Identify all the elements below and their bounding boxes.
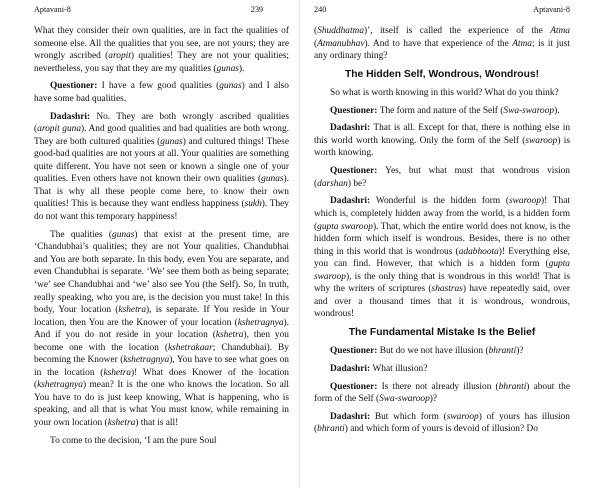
italic-term: swaroop	[509, 196, 541, 207]
italic-term: kshetragnya	[123, 355, 170, 366]
text-run: (	[314, 38, 318, 49]
speaker-label: Dadashri:	[50, 111, 91, 122]
text-run: The form and nature of the Self (	[379, 105, 504, 116]
paragraph	[314, 25, 570, 63]
text-run: )’, itself is called the experience of the	[364, 26, 551, 36]
text-run: ) and cultured things! These good-bad qualities are not yours at all. Your qualities are something quite different. You have not seen or known a single one of your qualities. Even others have not known their own qualities (	[34, 136, 289, 185]
text-run: ) mean? It is the one who knows the location. So all You have to do is just keep knowing, What is happening, who is speaking, and all that is what You must know, while remaining in your own location (	[34, 380, 289, 428]
text-run: ). And to have that experience of the	[364, 38, 513, 49]
italic-term: aropit	[108, 51, 131, 62]
text-run: ). And if you do not reside in your location (	[34, 317, 289, 341]
text-run: ).	[238, 63, 245, 74]
text-run: To come to the decision, ‘I am the pure Soul	[50, 435, 217, 446]
speaker-label: Dadashri:	[330, 411, 371, 422]
italic-term: kshetra	[215, 330, 244, 341]
italic-term: Atma	[550, 26, 570, 36]
text-run: )! What does Knower of the location (	[34, 367, 289, 391]
section-heading: The Hidden Self, Wondrous, Wondrous!	[344, 68, 540, 80]
paragraph	[34, 80, 289, 105]
text-run: ), is separate. If You reside in Your location, then You are the Knower of your location (	[34, 305, 289, 328]
italic-term: kshetragnya	[237, 317, 284, 328]
italic-term: swaroop	[446, 411, 479, 422]
text-run: ) about the form of the Self (	[314, 381, 571, 405]
text-run: ). That is why all these people come here, to know their own qualities! This is because they want endless happiness (	[34, 174, 289, 210]
italic-term: gunas	[261, 174, 284, 185]
section-heading: The Fundamental Mistake Is the Belief	[348, 327, 536, 339]
text-run: But do we not have illusion (	[379, 346, 489, 357]
italic-term: kshetra	[107, 417, 136, 428]
text-run: That is all. Except for that, there is nothing else in this world worth knowing. Only the form of the Self (	[314, 123, 571, 146]
speaker-label: Questioner:	[50, 81, 98, 92]
text-run: )! Everything else, you can find. However, that which is a hidden form (	[314, 246, 570, 270]
text-run: ). They do not want this temporary happiness!	[34, 199, 289, 223]
text-run: No. They are both wrongly ascribed qualities (	[34, 111, 289, 135]
italic-term: kshetrakaar	[167, 342, 213, 353]
italic-term: gupta swaroop	[314, 259, 570, 282]
text-run: ) qualities! They are not your qualities; nevertheless, you say that they are my qualities (	[34, 51, 289, 74]
right-page-header	[314, 4, 570, 16]
paragraph	[314, 411, 570, 436]
left-page	[0, 0, 299, 488]
speaker-label: Questioner:	[330, 346, 378, 357]
italic-term: gupta swaroop	[317, 221, 373, 232]
text-run: Is there not already illusion (	[381, 381, 499, 392]
text-run: But which form (	[374, 411, 447, 422]
italic-term: bhranti	[498, 381, 527, 392]
paragraph	[34, 111, 289, 224]
text-run: )?	[516, 346, 524, 357]
text-run: ) have repeatedly said, over and over a thousand times that it is wondrous, wondrous, wondrous!	[314, 284, 570, 320]
text-run: ), You have to see what goes on in the location (	[34, 355, 289, 378]
italic-term: gunas	[219, 81, 242, 92]
paragraph	[314, 87, 570, 100]
left-page-header-title: Aptavani-8	[34, 5, 71, 14]
speaker-label: Questioner:	[330, 105, 378, 116]
paragraph	[314, 195, 570, 320]
text-run: The qualities (	[50, 229, 113, 240]
paragraph	[314, 122, 570, 160]
text-run: (	[314, 26, 318, 36]
paragraph	[314, 345, 570, 358]
text-run: )! That which is, completely hidden away from the world, is a hidden form (	[314, 196, 570, 232]
italic-term: shastras	[431, 284, 463, 295]
italic-term: kshetra	[118, 305, 147, 316]
right-page-header-title: Aptavani-8	[533, 5, 570, 14]
text-run: What they consider their own qualities, are in fact the qualities of someone else. All the qualities that you see, are not yours; they are wrongly ascribed (	[34, 26, 289, 62]
text-run: What illusion?	[372, 363, 428, 374]
italic-term: swaroop	[525, 135, 558, 146]
italic-term: Swa-swaroop	[379, 394, 430, 405]
speaker-label: Dadashri:	[330, 363, 371, 374]
paragraph	[314, 381, 570, 406]
right-page-number: 240	[314, 5, 327, 14]
italic-term: kshetragnya	[37, 380, 83, 391]
text-run: ), is the only thing that is wondrous in this world! That is why the writers of scriptures (	[314, 271, 570, 295]
text-run: Wonderful is the hidden form (	[375, 196, 510, 207]
text-run: So what is worth knowing in this world? What do you think?	[330, 87, 559, 98]
italic-term: aropit guna	[37, 124, 82, 135]
paragraph	[314, 105, 570, 118]
italic-term: sukh	[244, 199, 262, 210]
italic-term: Shuddhatma	[317, 26, 364, 36]
paragraph	[314, 363, 570, 376]
text-run: ).	[554, 105, 560, 116]
paragraph	[34, 25, 289, 75]
italic-term: bhranti	[317, 424, 345, 435]
text-run: ) and which form of yours is devoid of illusion? Do	[344, 424, 538, 435]
left-page-number: 239	[250, 5, 263, 14]
text-run: ) and I also have some bad qualities.	[34, 81, 289, 104]
text-run: ), then you become one with the location (	[34, 330, 289, 353]
right-page-body	[314, 25, 570, 436]
speaker-label: Dadashri:	[330, 196, 371, 207]
paragraph	[34, 229, 289, 430]
text-run: ; Chandubhai). By becoming the Knower (	[34, 342, 289, 366]
text-run: ). That, which the entire world does not know, is the hidden form which itself is wondrous. Besides, there is no other thing in this world that is wondrous (	[314, 221, 570, 257]
italic-term: darshan	[317, 178, 348, 189]
italic-term: Atma	[512, 38, 532, 49]
text-run: ) is worth knowing.	[314, 135, 571, 159]
speaker-label: Questioner:	[330, 381, 378, 392]
text-run: I have a few good qualities (	[101, 81, 220, 92]
text-run: )?	[429, 394, 438, 405]
italic-term: gunas	[216, 63, 239, 74]
italic-term: gunas	[112, 229, 135, 240]
paragraph	[34, 435, 289, 448]
right-page	[299, 0, 598, 488]
italic-term: adabhoota	[458, 246, 499, 257]
italic-term: Atmanubhav	[317, 38, 365, 49]
text-run: ) of yours has illusion (	[314, 411, 570, 435]
speaker-label: Dadashri:	[330, 123, 371, 134]
left-page-body	[34, 25, 289, 447]
italic-term: bhranti	[488, 346, 517, 357]
text-run: ; is it just any ordinary thing?	[314, 38, 570, 62]
text-run: Yes, but what must that wondrous vision (	[314, 166, 570, 189]
text-run: ) be?	[347, 178, 367, 189]
left-page-header	[34, 4, 289, 16]
text-run: ). And good qualities and bad qualities are both wrong. They are both cultured qualities (	[34, 124, 289, 147]
italic-term: kshetra	[103, 367, 132, 378]
speaker-label: Questioner:	[330, 166, 378, 177]
text-run: ) that is all!	[135, 417, 179, 428]
italic-term: gunas	[160, 136, 183, 147]
paragraph	[314, 165, 570, 190]
italic-term: Swa-swaroop	[503, 105, 555, 116]
text-run: ) that exist at the present time, are ‘Chandubhai’s qualities; they are not Your qualities. Chandubhai and You are both separate. In this body, even You are separate, and even Chandubhai is separate. ‘We’ see them both as being separate; ‘we’ see Chandubhai and ‘we’ also see You (the Self). So, In truth, really speaking, who you are, is the decision you must take! In this body, Your location (	[34, 229, 289, 316]
